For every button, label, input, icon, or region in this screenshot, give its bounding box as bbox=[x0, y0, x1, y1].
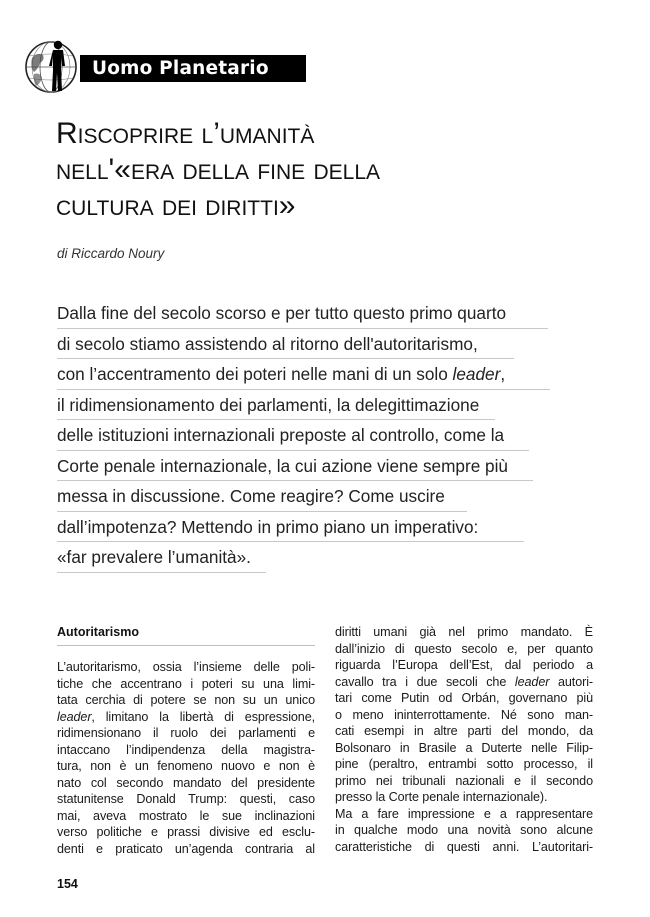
body-line: L’autoritarismo, ossia l’insieme delle poli- bbox=[57, 660, 315, 674]
body-line: intaccano l’indipendenza della magistra- bbox=[57, 742, 315, 757]
emphasis: leader bbox=[452, 364, 501, 384]
globe-with-standing-figure-icon bbox=[20, 36, 82, 98]
body-line: in qualche modo una novità sono alcune bbox=[335, 823, 593, 837]
body-line: o meno ininterrottamente. Né sono man- bbox=[335, 707, 593, 722]
lead-line: di secolo stiamo assistendo al ritorno dell'autoritarismo, bbox=[57, 329, 514, 360]
title-line: Riscoprire l’umanità bbox=[56, 117, 315, 150]
body-line: statunitense Donald Trump: questi, caso bbox=[57, 792, 315, 806]
emphasis: leader bbox=[57, 709, 92, 724]
lead-line: con l’accentramento dei poteri nelle mani di un solo leader, bbox=[57, 359, 550, 390]
section-label: Uomo Planetario bbox=[80, 55, 306, 82]
body-line: Ma a fare impressione e a rappresentare bbox=[335, 806, 593, 821]
body-line: cavallo tra i due secoli che leader autori- bbox=[335, 674, 593, 689]
body-line: mai, aveva mostrato le sue inclinazioni bbox=[57, 808, 315, 823]
body-column-right bbox=[335, 624, 593, 855]
title-line: nell'«era della fine della bbox=[56, 153, 381, 186]
body-column-left bbox=[57, 624, 315, 857]
body-line: nato col secondo mandato del presidente bbox=[57, 775, 315, 790]
lead-line: «far prevalere l’umanità». bbox=[57, 542, 266, 573]
body-line: leader, limitano la libertà di espressione, bbox=[57, 709, 315, 724]
body-line: primo nei tribunali nazionali e il secondo bbox=[335, 773, 593, 788]
body-line: caratteristiche di questi anni. L’autoritari- bbox=[335, 839, 593, 854]
body-line: tari come Putin od Orbán, governano più bbox=[335, 691, 593, 705]
body-line: Bolsonaro in Brasile a Duterte nelle Filip- bbox=[335, 740, 593, 755]
body-line: pine (peraltro, entrambi sotto processo, il bbox=[335, 757, 593, 771]
lead-line: dall’impotenza? Mettendo in primo piano un imperativo: bbox=[57, 512, 524, 543]
section-header bbox=[20, 36, 290, 98]
body-line: diritti umani già nel primo mandato. È bbox=[335, 625, 593, 639]
lead-paragraph bbox=[57, 298, 557, 573]
article-title bbox=[56, 116, 616, 224]
author-byline: di Riccardo Noury bbox=[57, 246, 165, 261]
lead-line: Dalla fine del secolo scorso e per tutto questo primo quarto bbox=[57, 298, 548, 329]
lead-line: messa in discussione. Come reagire? Come uscire bbox=[57, 481, 467, 512]
body-line: denti e praticato un’agenda contraria al bbox=[57, 841, 315, 856]
body-line: riguarda l’Europa dell’Est, dal periodo a bbox=[335, 658, 593, 672]
lead-line: il ridimensionamento dei parlamenti, la delegittimazione bbox=[57, 390, 495, 421]
body-line: ridimensionano il ruolo dei parlamenti e bbox=[57, 726, 315, 740]
body-line: verso politiche e prassi divisive ed esclu- bbox=[57, 825, 315, 839]
body-line: tata cerchia di potere se non su un unico bbox=[57, 693, 315, 707]
lead-line: delle istituzioni internazionali preposte al controllo, come la bbox=[57, 420, 529, 451]
body-line: cati esempi in altre parti del mondo, da bbox=[335, 724, 593, 738]
emphasis: leader bbox=[514, 674, 550, 689]
body-line: tura, non è un fenomeno nuovo e non è bbox=[57, 759, 315, 773]
page-number: 154 bbox=[57, 877, 78, 891]
lead-line: Corte penale internazionale, la cui azione viene sempre più bbox=[57, 451, 533, 482]
body-line: tiche che accentrano i poteri su una limi- bbox=[57, 676, 315, 691]
body-line: presso la Corte penale internazionale). bbox=[335, 790, 548, 804]
section-subheading: Autoritarismo bbox=[57, 624, 315, 646]
body-line: dall’inizio di questo secolo e, per quanto bbox=[335, 641, 593, 656]
title-line: cultura dei diritti» bbox=[56, 189, 296, 222]
